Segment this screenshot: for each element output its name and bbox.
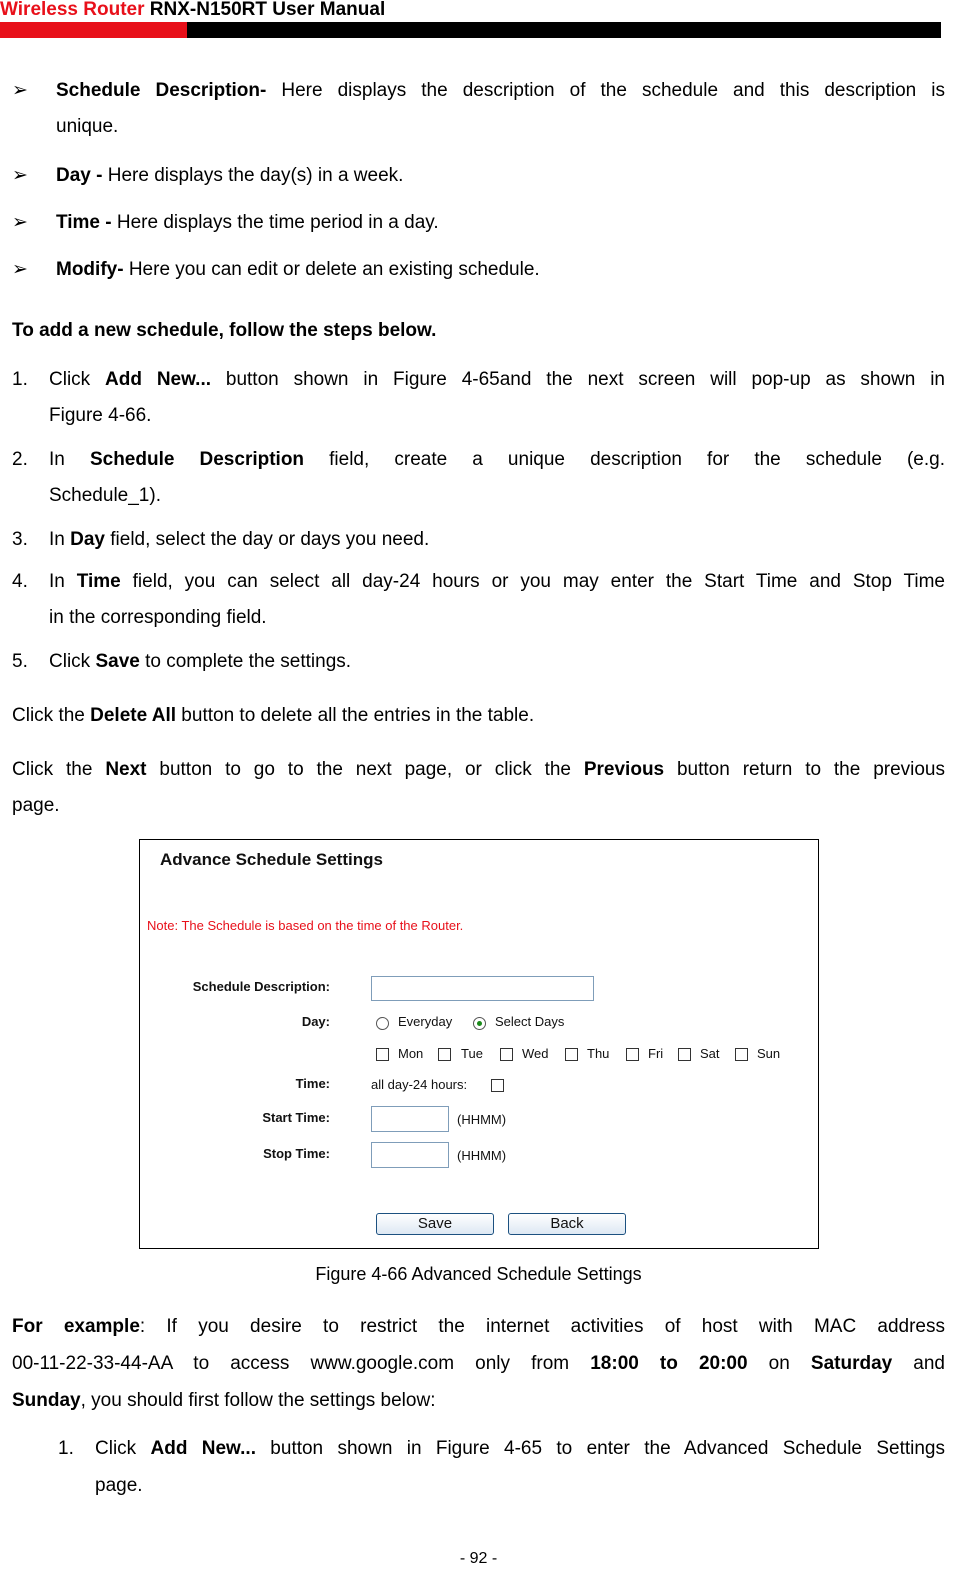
sat-checkbox[interactable] — [678, 1048, 691, 1061]
step-number: 4. — [12, 571, 28, 592]
step-1: Click Add New... button shown in Figure 4-65and the next screen will pop-up as shown in — [49, 369, 945, 390]
figure-caption: Figure 4-66 Advanced Schedule Settings — [315, 1264, 642, 1284]
thu-label: Thu — [587, 1046, 610, 1061]
header-bar-red — [0, 22, 187, 38]
advance-schedule-settings-screenshot — [139, 839, 819, 1249]
step-3: In Day field, select the day or days you need. — [49, 529, 430, 550]
select-days-radio[interactable] — [473, 1017, 486, 1030]
header-bar-black — [187, 22, 941, 38]
step-2-cont: Schedule_1). — [49, 485, 161, 506]
next-previous-paragraph-cont: page. — [12, 795, 60, 816]
bullet-arrow-icon: ➢ — [12, 259, 28, 280]
mon-checkbox[interactable] — [376, 1048, 389, 1061]
bullet-arrow-icon: ➢ — [12, 212, 28, 233]
steps-heading: To add a new schedule, follow the steps below. — [12, 320, 437, 341]
mon-label: Mon — [398, 1046, 424, 1061]
step-4: In Time field, you can select all day-24 hours or you may enter the Start Time and Stop Time — [49, 571, 946, 592]
everyday-radio[interactable] — [376, 1017, 389, 1030]
example-paragraph-line2: 00-11-22-33-44-AA to access www.google.com only from 18:00 to 20:00 on Saturday and — [12, 1353, 945, 1374]
example-paragraph-line3: Sunday, you should first follow the settings below: — [12, 1390, 436, 1411]
manual-header — [0, 0, 385, 20]
select-days-label: Select Days — [495, 1014, 565, 1029]
step-5: Click Save to complete the settings. — [49, 651, 352, 672]
stop-time-format: (HHMM) — [457, 1148, 507, 1163]
header-brand: Wireless Router — [0, 0, 145, 20]
everyday-label: Everyday — [398, 1014, 453, 1029]
time-label: Time: — [295, 1076, 330, 1091]
all-day-label: all day-24 hours: — [371, 1077, 468, 1092]
save-button[interactable]: Save — [376, 1213, 494, 1235]
bullet-day: Day - Here displays the day(s) in a week. — [56, 165, 404, 186]
fri-checkbox[interactable] — [626, 1048, 639, 1061]
example-step-number: 1. — [58, 1438, 74, 1459]
start-time-input[interactable] — [371, 1106, 449, 1132]
sun-label: Sun — [757, 1046, 781, 1061]
wed-checkbox[interactable] — [500, 1048, 513, 1061]
delete-all-paragraph: Click the Delete All button to delete all the entries in the table. — [12, 705, 535, 726]
schedule-description-label: Schedule Description: — [192, 979, 330, 994]
settings-title: Advance Schedule Settings — [160, 850, 383, 869]
step-number: 3. — [12, 529, 28, 550]
bullet-arrow-icon: ➢ — [12, 80, 28, 101]
example-step-1: Click Add New... button shown in Figure 4-65 to enter the Advanced Schedule Settings — [95, 1438, 945, 1459]
wed-label: Wed — [522, 1046, 549, 1061]
step-2: In Schedule Description field, create a unique description for the schedule (e.g. — [49, 449, 945, 470]
all-day-checkbox[interactable] — [491, 1079, 504, 1092]
tue-checkbox[interactable] — [438, 1048, 451, 1061]
step-number: 1. — [12, 369, 28, 390]
bullet-schedule-description-cont: unique. — [56, 116, 119, 137]
stop-time-label: Stop Time: — [263, 1146, 330, 1161]
start-time-format: (HHMM) — [457, 1112, 507, 1127]
bullet-time: Time - Here displays the time period in a day. — [56, 212, 439, 233]
back-button[interactable]: Back — [508, 1213, 626, 1235]
stop-time-input[interactable] — [371, 1142, 449, 1168]
header-title: RNX-N150RT User Manual — [144, 0, 386, 20]
sun-checkbox[interactable] — [735, 1048, 748, 1061]
schedule-description-input[interactable] — [371, 976, 594, 1001]
day-label: Day: — [301, 1014, 330, 1029]
next-previous-paragraph: Click the Next button to go to the next page, or click the Previous button return to the previous — [12, 759, 946, 780]
sat-label: Sat — [700, 1046, 720, 1061]
tue-label: Tue — [461, 1046, 483, 1061]
step-4-cont: in the corresponding field. — [49, 607, 267, 628]
example-step-1-cont: page. — [95, 1475, 143, 1496]
router-time-note: Note: The Schedule is based on the time of the Router. — [147, 918, 464, 933]
bullet-schedule-description: Schedule Description- Here displays the description of the schedule and this description is — [56, 80, 945, 101]
thu-checkbox[interactable] — [565, 1048, 578, 1061]
example-paragraph: For example: If you desire to restrict the internet activities of host with MAC address — [12, 1316, 945, 1337]
page-number: - 92 - — [459, 1550, 498, 1567]
bullet-modify: Modify- Here you can edit or delete an existing schedule. — [56, 259, 540, 280]
bullet-arrow-icon: ➢ — [12, 165, 28, 186]
step-number: 5. — [12, 651, 28, 672]
start-time-label: Start Time: — [262, 1110, 330, 1125]
step-1-cont: Figure 4-66. — [49, 405, 152, 426]
fri-label: Fri — [648, 1046, 664, 1061]
step-number: 2. — [12, 449, 28, 470]
